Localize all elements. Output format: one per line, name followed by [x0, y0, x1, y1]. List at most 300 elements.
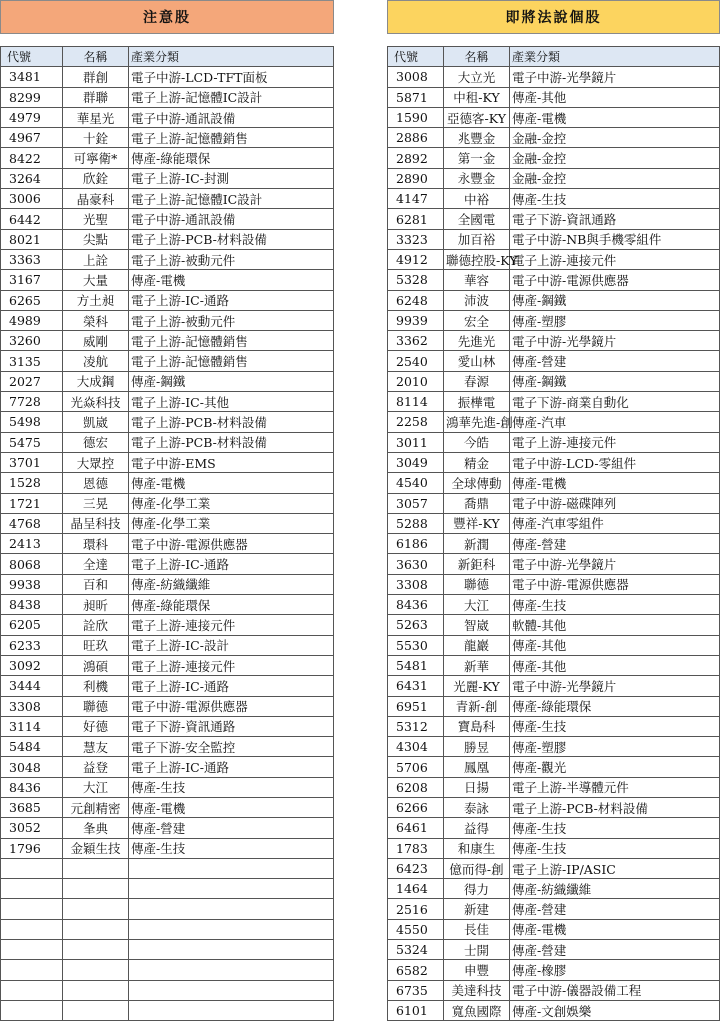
cell-name: 全達: [63, 554, 129, 574]
table-row: [1, 148, 334, 168]
cell-category: 軟體-其他: [510, 615, 720, 635]
cell-name: 勝昱: [444, 737, 510, 757]
cell-name: 夆典: [63, 818, 129, 838]
cell-name: 德宏: [63, 432, 129, 452]
table-row: [1, 838, 334, 858]
table-row: [1, 716, 334, 736]
table-row: [1, 615, 334, 635]
cell-name: 益登: [63, 757, 129, 777]
cell-code: 3049: [388, 452, 444, 472]
cell-category: 傳產-生技: [510, 716, 720, 736]
cell-category: 電子上游-PCB-材料設備: [129, 412, 334, 432]
cell-code: 6205: [1, 615, 63, 635]
cell-code: 8436: [1, 777, 63, 797]
table-row: [388, 858, 720, 878]
table-row: [1, 270, 334, 290]
empty-cell: [129, 1000, 334, 1020]
cell-name: 晶豪科: [63, 189, 129, 209]
table-row: [388, 473, 720, 493]
caution-stocks-table: [0, 46, 334, 1021]
cell-category: 傳產-汽車零組件: [510, 513, 720, 533]
cell-name: 群創: [63, 67, 129, 87]
header-category: 產業分類: [129, 47, 334, 67]
cell-name: 聯德: [63, 696, 129, 716]
cell-code: 3057: [388, 493, 444, 513]
cell-code: 3264: [1, 168, 63, 188]
cell-category: 傳產-鋼鐵: [510, 290, 720, 310]
cell-code: 6431: [388, 676, 444, 696]
cell-name: 三晃: [63, 493, 129, 513]
cell-category: 電子中游-儀器設備工程: [510, 980, 720, 1000]
cell-name: 亞德客-KY: [444, 107, 510, 127]
cell-category: 傳產-營建: [510, 534, 720, 554]
table-row: [1, 168, 334, 188]
cell-code: 1590: [388, 107, 444, 127]
cell-category: 傳產-鋼鐵: [129, 371, 334, 391]
cell-category: 電子上游-IC-封測: [129, 168, 334, 188]
cell-category: 傳產-電機: [510, 473, 720, 493]
cell-category: 電子上游-連接元件: [129, 615, 334, 635]
cell-category: 電子上游-記憶體IC設計: [129, 87, 334, 107]
cell-name: 美達科技: [444, 980, 510, 1000]
cell-code: 8021: [1, 229, 63, 249]
table-row: [388, 676, 720, 696]
cell-name: 益得: [444, 818, 510, 838]
cell-code: 8436: [388, 595, 444, 615]
cell-code: 3048: [1, 757, 63, 777]
table-row: [388, 696, 720, 716]
cell-category: 電子上游-IC-其他: [129, 392, 334, 412]
cell-name: 大江: [444, 595, 510, 615]
cell-name: 上詮: [63, 249, 129, 269]
table-row: [388, 940, 720, 960]
cell-name: 龍巖: [444, 635, 510, 655]
empty-row: [1, 858, 334, 878]
table-row: [388, 595, 720, 615]
table-row: [388, 452, 720, 472]
cell-name: 第一金: [444, 148, 510, 168]
cell-category: 傳產-電機: [510, 919, 720, 939]
earnings-call-body: [388, 67, 720, 1021]
table-row: [388, 716, 720, 736]
cell-category: 傳產-塑膠: [510, 310, 720, 330]
cell-category: 電子上游-IC-通路: [129, 554, 334, 574]
cell-name: 新華: [444, 655, 510, 675]
cell-category: 電子上游-連接元件: [510, 249, 720, 269]
empty-cell: [1, 980, 63, 1000]
table-row: [1, 392, 334, 412]
cell-name: 尖點: [63, 229, 129, 249]
cell-code: 3260: [1, 331, 63, 351]
empty-row: [1, 940, 334, 960]
empty-cell: [1, 899, 63, 919]
cell-category: 傳產-電機: [510, 107, 720, 127]
cell-code: 3444: [1, 676, 63, 696]
cell-name: 群聯: [63, 87, 129, 107]
cell-name: 大量: [63, 270, 129, 290]
cell-code: 6281: [388, 209, 444, 229]
cell-category: 傳產-鋼鐵: [510, 371, 720, 391]
cell-name: 寶島科: [444, 716, 510, 736]
table-row: [1, 737, 334, 757]
cell-category: 電子下游-安全監控: [129, 737, 334, 757]
cell-category: 傳產-電機: [129, 473, 334, 493]
table-row: [1, 432, 334, 452]
empty-cell: [1, 1000, 63, 1020]
cell-name: 豐祥-KY: [444, 513, 510, 533]
table-row: [1, 554, 334, 574]
cell-category: 傳產-其他: [510, 87, 720, 107]
cell-name: 金穎生技: [63, 838, 129, 858]
cell-code: 6442: [1, 209, 63, 229]
table-row: [388, 919, 720, 939]
cell-category: 電子上游-記憶體銷售: [129, 128, 334, 148]
cell-code: 6266: [388, 797, 444, 817]
table-row: [388, 392, 720, 412]
cell-code: 8114: [388, 392, 444, 412]
table-row: [388, 513, 720, 533]
cell-code: 5263: [388, 615, 444, 635]
cell-code: 2516: [388, 899, 444, 919]
cell-category: 傳產-觀光: [510, 757, 720, 777]
cell-category: 電子中游-光學鏡片: [510, 331, 720, 351]
cell-name: 全國電: [444, 209, 510, 229]
cell-code: 8299: [1, 87, 63, 107]
table-row: [388, 635, 720, 655]
cell-category: 金融-金控: [510, 168, 720, 188]
table-row: [388, 412, 720, 432]
cell-code: 3363: [1, 249, 63, 269]
cell-name: 威剛: [63, 331, 129, 351]
cell-name: 聯德: [444, 574, 510, 594]
cell-name: 光麗-KY: [444, 676, 510, 696]
cell-code: 3323: [388, 229, 444, 249]
table-row: [388, 270, 720, 290]
table-row: [1, 87, 334, 107]
table-row: [388, 534, 720, 554]
table-row: [388, 189, 720, 209]
cell-category: 傳產-生技: [510, 189, 720, 209]
cell-category: 電子中游-電源供應器: [510, 574, 720, 594]
cell-category: 電子上游-被動元件: [129, 310, 334, 330]
table-row: [388, 554, 720, 574]
cell-name: 春源: [444, 371, 510, 391]
cell-name: 鳳凰: [444, 757, 510, 777]
cell-category: 傳產-電機: [129, 270, 334, 290]
cell-category: 電子下游-資訊通路: [510, 209, 720, 229]
empty-row: [1, 960, 334, 980]
cell-category: 傳產-營建: [510, 351, 720, 371]
cell-code: 4550: [388, 919, 444, 939]
header-category: 產業分類: [510, 47, 720, 67]
cell-name: 大眾控: [63, 452, 129, 472]
cell-category: 傳產-塑膠: [510, 737, 720, 757]
cell-category: 金融-金控: [510, 148, 720, 168]
cell-category: 傳產-生技: [510, 818, 720, 838]
cell-category: 傳產-綠能環保: [129, 148, 334, 168]
cell-category: 傳產-文創娛樂: [510, 1000, 720, 1020]
cell-code: 5328: [388, 270, 444, 290]
cell-code: 9938: [1, 574, 63, 594]
cell-code: 3114: [1, 716, 63, 736]
table-row: [388, 371, 720, 391]
empty-row: [1, 980, 334, 1000]
table-row: [388, 879, 720, 899]
table-row: [388, 229, 720, 249]
cell-code: 8438: [1, 595, 63, 615]
cell-name: 榮科: [63, 310, 129, 330]
empty-cell: [129, 940, 334, 960]
table-row: [388, 290, 720, 310]
table-row: [1, 290, 334, 310]
cell-code: 6582: [388, 960, 444, 980]
cell-code: 1528: [1, 473, 63, 493]
cell-code: 6735: [388, 980, 444, 1000]
cell-category: 電子上游-被動元件: [129, 249, 334, 269]
cell-code: 4912: [388, 249, 444, 269]
empty-cell: [129, 980, 334, 1000]
cell-category: 電子上游-PCB-材料設備: [129, 229, 334, 249]
cell-name: 泰詠: [444, 797, 510, 817]
cell-category: 電子中游-LCD-零組件: [510, 452, 720, 472]
cell-category: 電子上游-IC-設計: [129, 635, 334, 655]
cell-code: 5484: [1, 737, 63, 757]
table-row: [1, 452, 334, 472]
table-row: [1, 107, 334, 127]
cell-code: 3701: [1, 452, 63, 472]
empty-cell: [63, 960, 129, 980]
cell-category: 電子中游-光學鏡片: [510, 67, 720, 87]
empty-cell: [63, 940, 129, 960]
earnings-call-title: 即將法說個股: [387, 0, 720, 34]
table-row: [388, 615, 720, 635]
table-row: [1, 371, 334, 391]
cell-name: 十銓: [63, 128, 129, 148]
cell-name: 利機: [63, 676, 129, 696]
cell-name: 元創精密: [63, 797, 129, 817]
cell-code: 5498: [1, 412, 63, 432]
cell-category: 電子上游-PCB-材料設備: [510, 797, 720, 817]
cell-code: 4304: [388, 737, 444, 757]
cell-code: 6186: [388, 534, 444, 554]
cell-name: 宏全: [444, 310, 510, 330]
cell-name: 恩德: [63, 473, 129, 493]
cell-name: 中裕: [444, 189, 510, 209]
cell-code: 3481: [1, 67, 63, 87]
cell-code: 3006: [1, 189, 63, 209]
cell-code: 3362: [388, 331, 444, 351]
cell-category: 電子中游-電源供應器: [510, 270, 720, 290]
cell-category: 電子下游-商業自動化: [510, 392, 720, 412]
cell-category: 傳產-紡織纖維: [129, 574, 334, 594]
table-row: [388, 128, 720, 148]
table-row: [388, 737, 720, 757]
cell-code: 1783: [388, 838, 444, 858]
table-row: [1, 412, 334, 432]
cell-category: 電子上游-PCB-材料設備: [129, 432, 334, 452]
table-row: [1, 249, 334, 269]
empty-row: [1, 899, 334, 919]
empty-cell: [129, 879, 334, 899]
cell-category: 電子上游-記憶體IC設計: [129, 189, 334, 209]
cell-name: 今皓: [444, 432, 510, 452]
cell-name: 旺玖: [63, 635, 129, 655]
table-row: [388, 67, 720, 87]
cell-category: 傳產-營建: [129, 818, 334, 838]
table-row: [1, 574, 334, 594]
cell-name: 日揚: [444, 777, 510, 797]
cell-name: 青新-創: [444, 696, 510, 716]
cell-category: 電子下游-資訊通路: [129, 716, 334, 736]
cell-code: 2540: [388, 351, 444, 371]
cell-name: 昶昕: [63, 595, 129, 615]
table-row: [388, 574, 720, 594]
earnings-call-table: [387, 46, 720, 1021]
empty-cell: [63, 1000, 129, 1020]
cell-category: 電子上游-記憶體銷售: [129, 351, 334, 371]
table-row: [1, 696, 334, 716]
cell-code: 3011: [388, 432, 444, 452]
table-row: [1, 229, 334, 249]
cell-code: 7728: [1, 392, 63, 412]
cell-category: 電子上游-半導體元件: [510, 777, 720, 797]
cell-name: 先進光: [444, 331, 510, 351]
cell-code: 3052: [1, 818, 63, 838]
cell-name: 欣銓: [63, 168, 129, 188]
cell-category: 傳產-電機: [129, 797, 334, 817]
cell-name: 全球傳動: [444, 473, 510, 493]
cell-code: 6208: [388, 777, 444, 797]
table-row: [1, 351, 334, 371]
table-row: [1, 818, 334, 838]
cell-category: 電子上游-IC-通路: [129, 757, 334, 777]
cell-code: 3685: [1, 797, 63, 817]
cell-name: 可寧衛*: [63, 148, 129, 168]
empty-row: [1, 879, 334, 899]
cell-name: 寬魚國際: [444, 1000, 510, 1020]
cell-name: 億而得-創: [444, 858, 510, 878]
cell-name: 大江: [63, 777, 129, 797]
cell-category: 傳產-其他: [510, 635, 720, 655]
cell-name: 新潤: [444, 534, 510, 554]
cell-category: 傳產-綠能環保: [129, 595, 334, 615]
cell-name: 凱崴: [63, 412, 129, 432]
cell-name: 百和: [63, 574, 129, 594]
cell-code: 2010: [388, 371, 444, 391]
empty-cell: [1, 858, 63, 878]
cell-name: 方土昶: [63, 290, 129, 310]
empty-cell: [1, 940, 63, 960]
cell-code: 5871: [388, 87, 444, 107]
cell-code: 6461: [388, 818, 444, 838]
cell-name: 詮欣: [63, 615, 129, 635]
cell-name: 兆豐金: [444, 128, 510, 148]
table-row: [388, 797, 720, 817]
empty-cell: [129, 899, 334, 919]
cell-code: 5706: [388, 757, 444, 777]
cell-code: 1464: [388, 879, 444, 899]
table-row: [388, 838, 720, 858]
cell-name: 新鉅科: [444, 554, 510, 574]
table-row: [388, 107, 720, 127]
empty-cell: [63, 919, 129, 939]
cell-code: 2258: [388, 412, 444, 432]
table-row: [1, 676, 334, 696]
cell-category: 電子中游-LCD-TFT面板: [129, 67, 334, 87]
cell-code: 4989: [1, 310, 63, 330]
cell-code: 5324: [388, 940, 444, 960]
table-header-row: [1, 47, 334, 67]
table-row: [388, 148, 720, 168]
table-row: [1, 493, 334, 513]
cell-category: 電子中游-EMS: [129, 452, 334, 472]
cell-category: 電子中游-通訊設備: [129, 209, 334, 229]
table-row: [388, 980, 720, 1000]
cell-name: 光焱科技: [63, 392, 129, 412]
table-row: [1, 534, 334, 554]
cell-name: 好德: [63, 716, 129, 736]
cell-code: 2890: [388, 168, 444, 188]
table-row: [388, 1000, 720, 1020]
cell-name: 華容: [444, 270, 510, 290]
cell-category: 電子中游-NB與手機零組件: [510, 229, 720, 249]
cell-code: 2027: [1, 371, 63, 391]
table-row: [388, 87, 720, 107]
cell-code: 5288: [388, 513, 444, 533]
cell-name: 士開: [444, 940, 510, 960]
cell-name: 慧友: [63, 737, 129, 757]
cell-name: 和康生: [444, 838, 510, 858]
table-row: [388, 351, 720, 371]
cell-category: 傳產-紡織纖維: [510, 879, 720, 899]
cell-code: 3167: [1, 270, 63, 290]
cell-category: 電子上游-連接元件: [510, 432, 720, 452]
cell-code: 6101: [388, 1000, 444, 1020]
caution-stocks-body: [1, 67, 334, 1021]
table-row: [388, 777, 720, 797]
cell-code: 3308: [1, 696, 63, 716]
cell-category: 傳產-生技: [510, 595, 720, 615]
cell-name: 沛波: [444, 290, 510, 310]
cell-category: 傳產-生技: [510, 838, 720, 858]
cell-code: 2886: [388, 128, 444, 148]
cell-category: 傳產-營建: [510, 899, 720, 919]
header-code: 代號: [388, 47, 444, 67]
cell-code: 6265: [1, 290, 63, 310]
cell-category: 電子中游-通訊設備: [129, 107, 334, 127]
cell-category: 電子中游-磁碟陣列: [510, 493, 720, 513]
cell-category: 傳產-綠能環保: [510, 696, 720, 716]
cell-code: 3008: [388, 67, 444, 87]
cell-code: 3092: [1, 655, 63, 675]
cell-code: 6248: [388, 290, 444, 310]
cell-code: 9939: [388, 310, 444, 330]
table-row: [1, 331, 334, 351]
cell-code: 5530: [388, 635, 444, 655]
table-row: [388, 757, 720, 777]
cell-code: 2892: [388, 148, 444, 168]
cell-name: 得力: [444, 879, 510, 899]
cell-category: 傳產-生技: [129, 838, 334, 858]
caution-stocks-title: 注意股: [0, 0, 334, 34]
empty-row: [1, 1000, 334, 1020]
header-name: 名稱: [444, 47, 510, 67]
table-row: [388, 818, 720, 838]
cell-name: 環科: [63, 534, 129, 554]
cell-code: 5481: [388, 655, 444, 675]
cell-category: 電子中游-電源供應器: [129, 534, 334, 554]
table-row: [1, 513, 334, 533]
